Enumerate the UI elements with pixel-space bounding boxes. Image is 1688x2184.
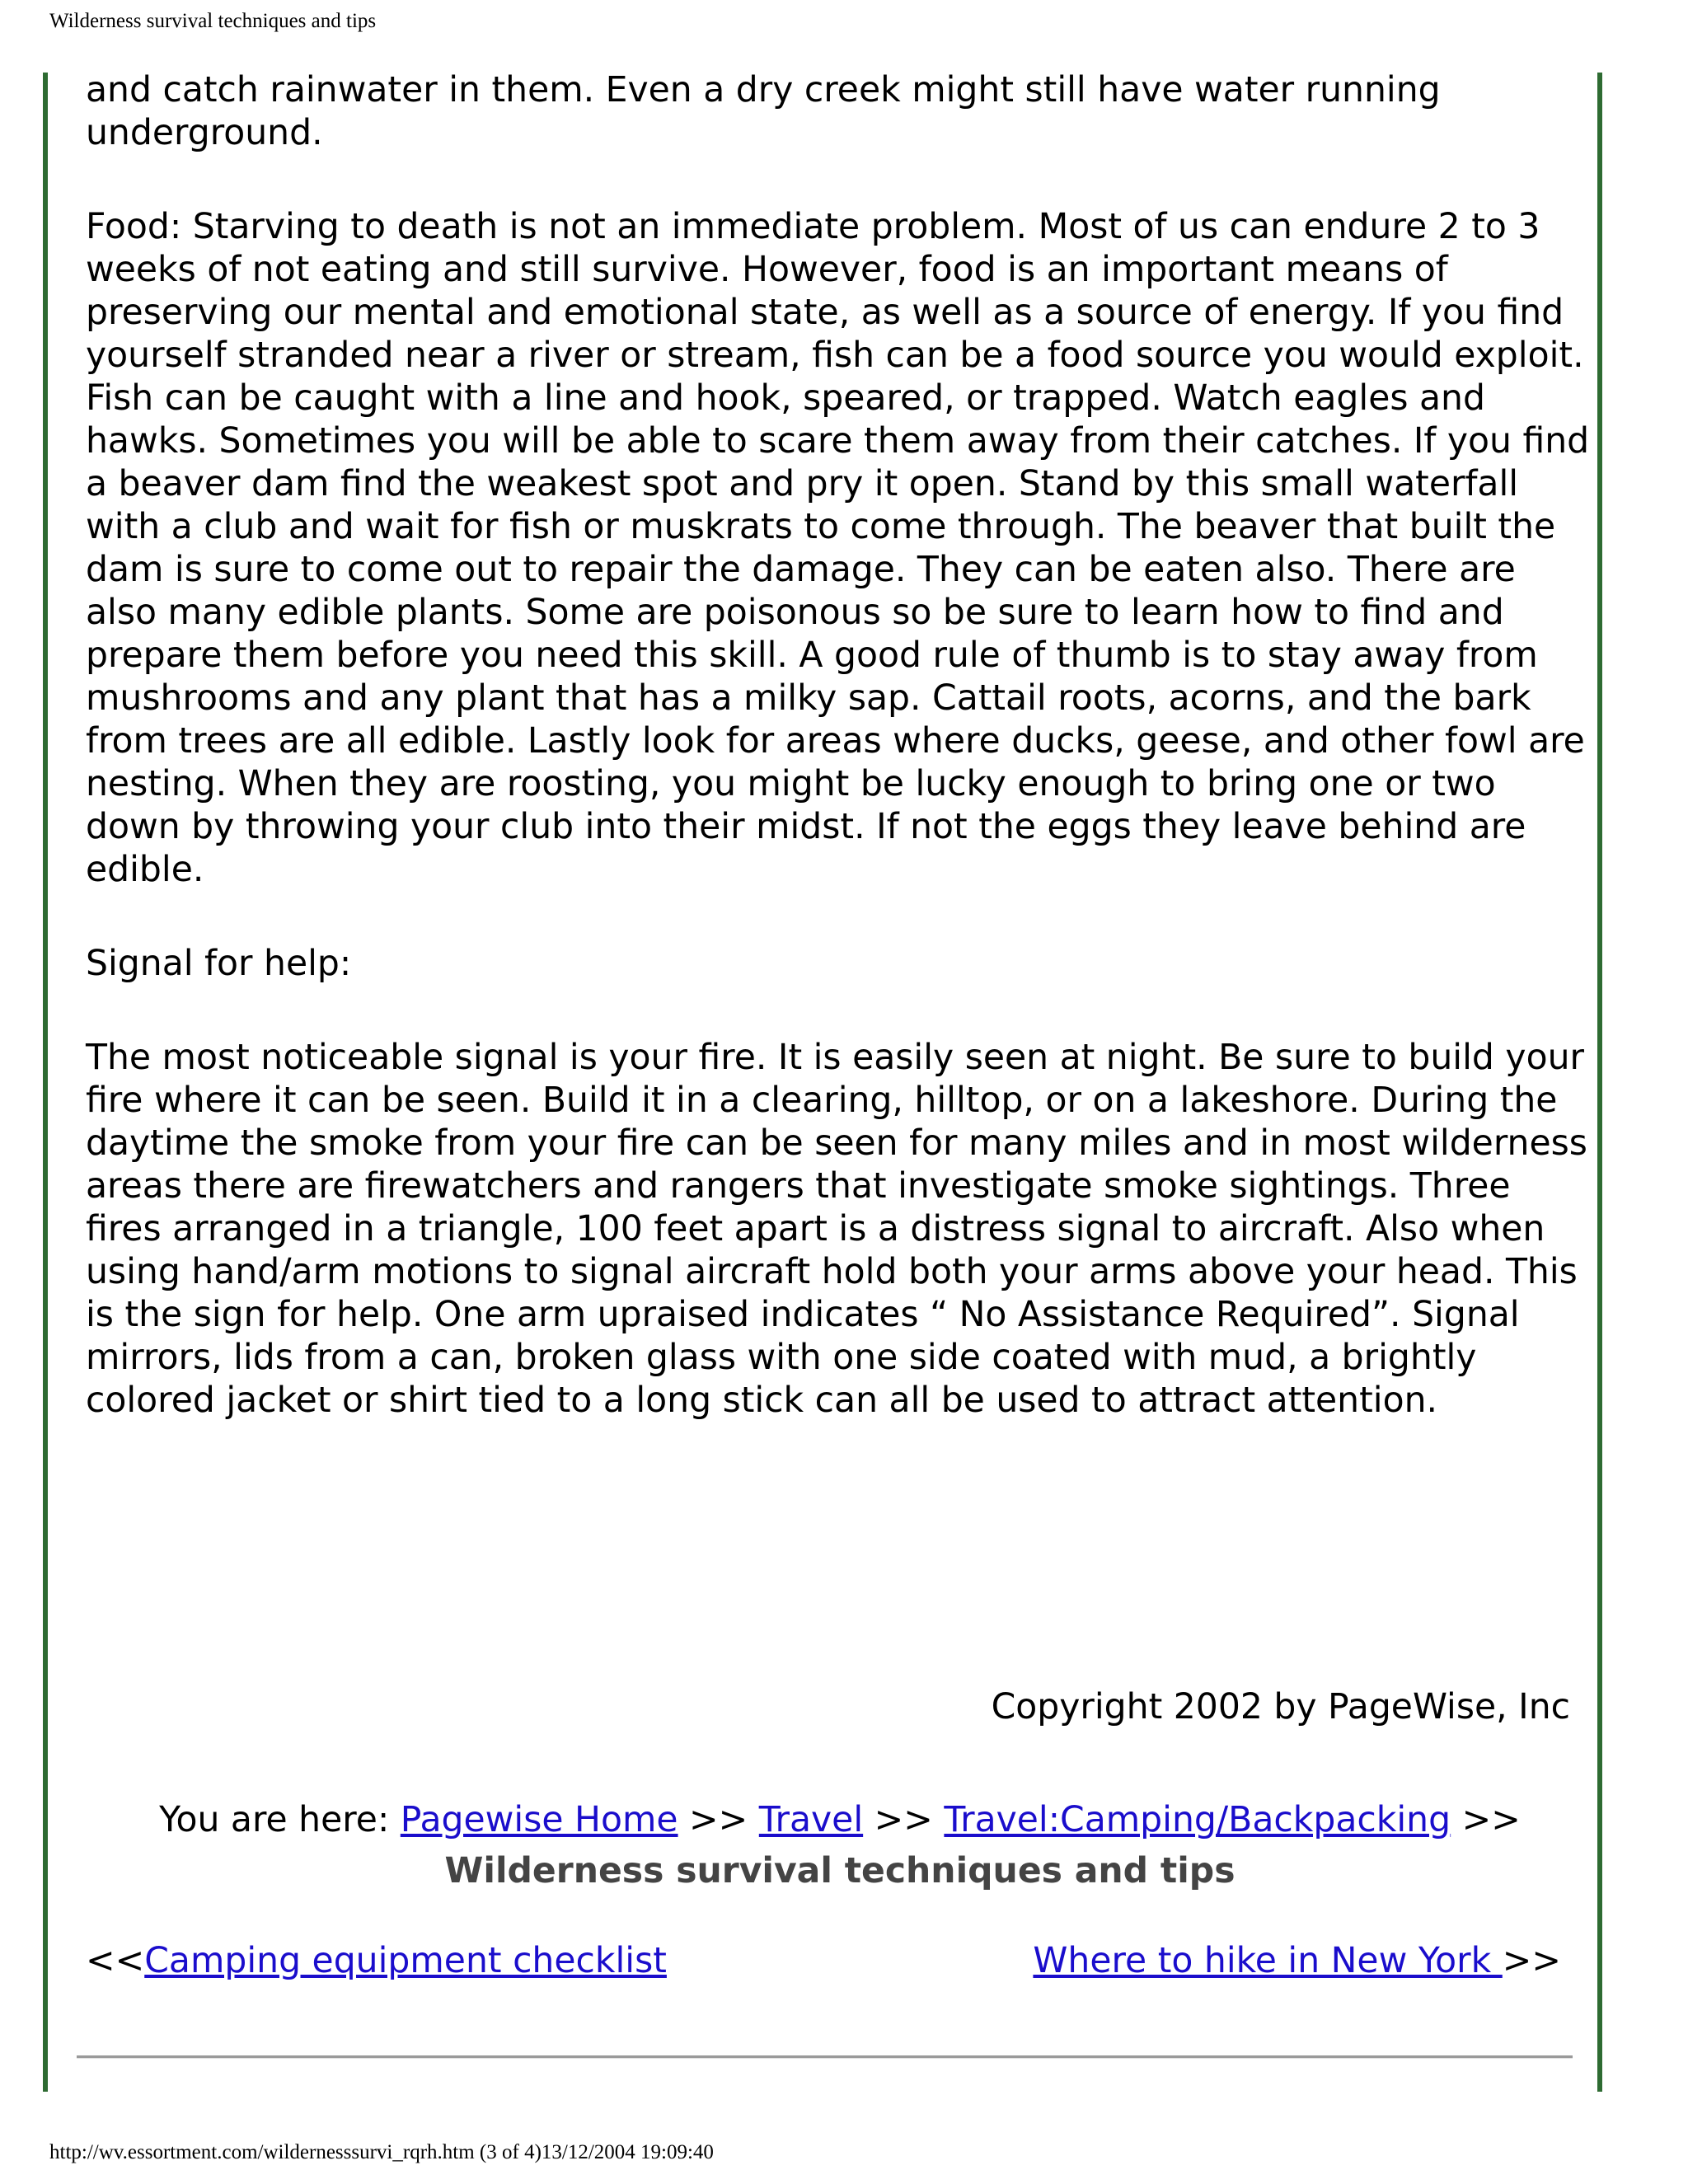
paragraph-signal: The most noticeable signal is your fire. It is easily seen at night. Be sure to build your fire where it can be seen. Build it in a clearing, hilltop, or on a lakeshore. During the daytime the smoke from your fire can be seen for many miles and in most wilderness areas there are firewatchers and rangers that investigate smoke sightings. Three fires arranged in a triangle, 100 feet apart is a distress signal to aircraft. Also when using hand/arm motions to signal aircraft hold both your arms above your head. This is the sign for help. One arm upraised indicates “ No Assistance Required”. Signal mirrors, lids from a can, broken glass with one side coated with mud, a brightly colored jacket or shirt tied to a long stick can all be used to attract attention. bbox=[86, 1038, 1587, 1421]
breadcrumb-current-page: Wilderness survival techniques and tips bbox=[444, 1851, 1236, 1891]
previous-article bbox=[86, 1940, 667, 1983]
next-arrow: >> bbox=[1502, 1941, 1561, 1981]
breadcrumb-separator: >> bbox=[678, 1800, 759, 1840]
previous-arrow: << bbox=[86, 1941, 145, 1981]
breadcrumb bbox=[86, 1795, 1594, 1897]
print-footer: http://wv.essortment.com/wildernesssurvi_rqrh.htm (3 of 4)13/12/2004 19:09:40 bbox=[49, 2141, 714, 2163]
breadcrumb-link-camping-backpacking[interactable]: Travel:Camping/Backpacking bbox=[944, 1800, 1451, 1840]
breadcrumb-trail bbox=[86, 1795, 1594, 1846]
right-border-rule bbox=[1597, 73, 1602, 2092]
breadcrumb-link-travel[interactable]: Travel bbox=[758, 1800, 864, 1840]
horizontal-divider bbox=[77, 2055, 1573, 2059]
breadcrumb-link-pagewise-home[interactable]: Pagewise Home bbox=[400, 1800, 678, 1840]
print-header: Wilderness survival techniques and tips bbox=[49, 10, 377, 32]
previous-article-link[interactable]: Camping equipment checklist bbox=[144, 1941, 667, 1981]
breadcrumb-separator: >> bbox=[863, 1800, 945, 1840]
next-article-link[interactable]: Where to hike in New York bbox=[1033, 1941, 1503, 1981]
copyright-notice: Copyright 2002 by PageWise, Inc bbox=[991, 1687, 1570, 1727]
breadcrumb-separator: >> bbox=[1451, 1800, 1521, 1840]
breadcrumb-prefix: You are here: bbox=[159, 1800, 401, 1840]
left-border-rule bbox=[43, 73, 48, 2092]
next-article bbox=[1033, 1940, 1561, 1983]
paragraph-food: Food: Starving to death is not an immediate problem. Most of us can endure 2 to 3 weeks of not eating and still survive. However, food is an important means of preserving our mental and emotional state, as well as a source of energy. If you find yourself stranded near a river or stream, fish can be a food source you would exploit. Fish can be caught with a line and hook, speared, or trapped. Watch eagles and hawks. Sometimes you will be able to scare them away from their catches. If you find a beaver dam find the weakest spot and pry it open. Stand by this small waterfall with a club and wait for fish or muskrats to come through. The beaver that built the dam is sure to come out to repair the damage. They can be eaten also. There are also many edible plants. Some are poisonous so be sure to learn how to find and prepare them before you need this skill. A good rule of thumb is to stay away from mushrooms and any plant that has a milky sap. Cattail roots, acorns, and the bark from trees are all edible. Lastly look for areas where ducks, geese, and other fowl are nesting. When they are roosting, you might be lucky enough to bring one or two down by throwing your club into their midst. If not the eggs they leave behind are edible. bbox=[86, 207, 1590, 890]
article-body bbox=[86, 69, 1594, 1474]
paragraph-water-end: and catch rainwater in them. Even a dry creek might still have water running underground. bbox=[86, 70, 1441, 153]
heading-signal-for-help: Signal for help: bbox=[86, 944, 352, 984]
